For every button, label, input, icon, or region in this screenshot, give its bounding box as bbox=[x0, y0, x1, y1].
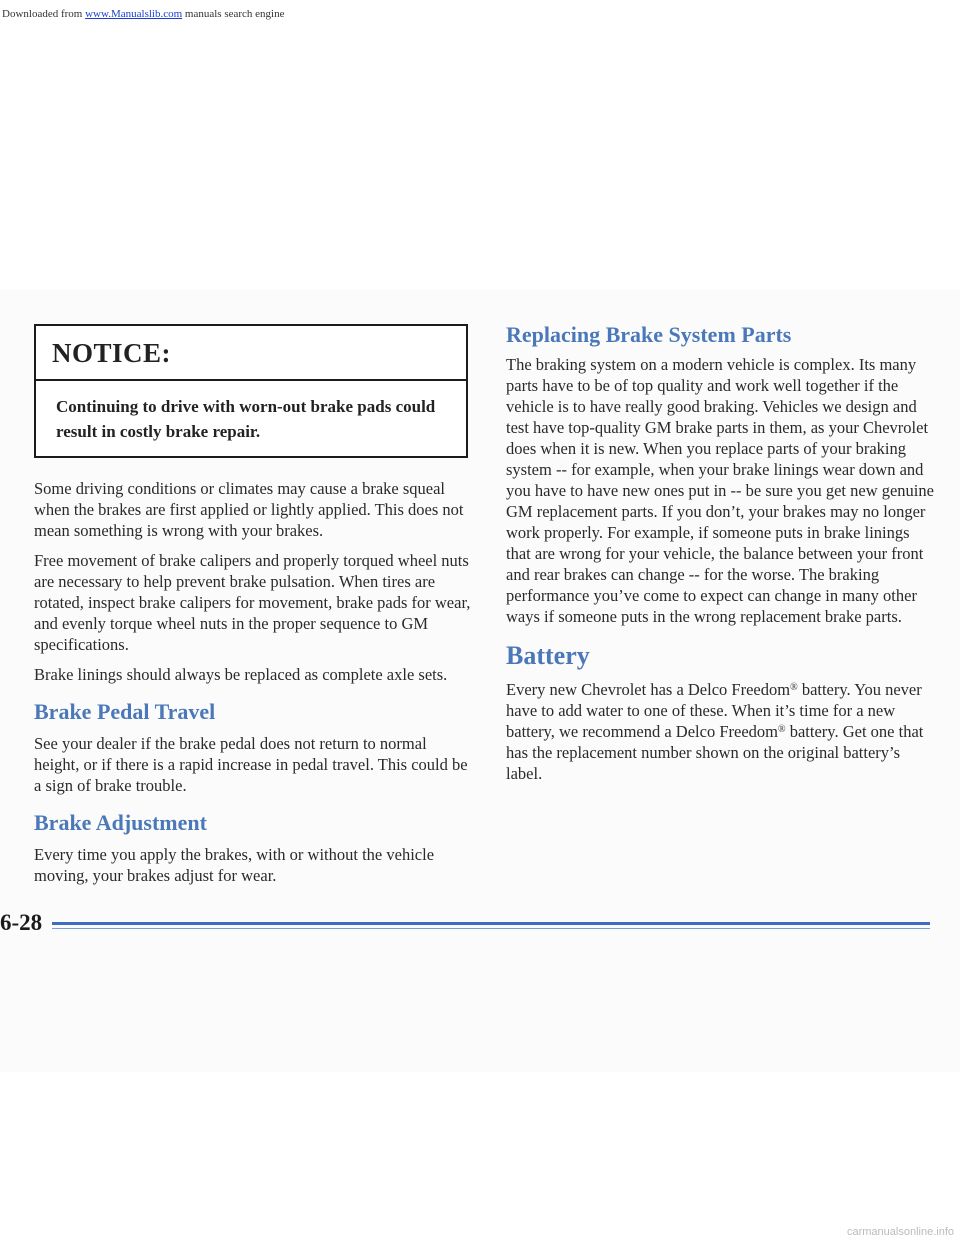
battery-text-2: battery. You never have to add water to one of these. When it’s time for a new battery, we recommend a Delco Freedom bbox=[506, 680, 922, 741]
header-prefix: Downloaded from bbox=[2, 8, 86, 20]
registered-mark: ® bbox=[777, 724, 786, 735]
page-footer bbox=[0, 910, 960, 940]
footer-rule bbox=[52, 922, 930, 925]
notice-box bbox=[34, 324, 468, 458]
battery-text-3: battery. Get one that has the replacement number shown on the original battery’s label. bbox=[506, 722, 924, 783]
paragraph-linings: Brake linings should always be replaced as complete axle sets. bbox=[34, 665, 448, 684]
watermark: carmanualsonline.info bbox=[846, 1226, 954, 1238]
footer-rule-thin bbox=[52, 928, 930, 929]
registered-mark: ® bbox=[790, 682, 798, 693]
notice-title: NOTICE: bbox=[36, 326, 466, 381]
manual-page bbox=[0, 290, 960, 1072]
paragraph-pedal-travel: See your dealer if the brake pedal does not return to normal height, or if there is a rapid increase in pedal travel. This could be a sign of brake trouble. bbox=[34, 734, 468, 795]
notice-text: Continuing to drive with worn-out brake pads could result in costly brake repair. bbox=[56, 397, 436, 441]
right-column bbox=[506, 320, 936, 784]
heading-brake-pedal-travel: Brake Pedal Travel bbox=[34, 699, 216, 724]
battery-text-1: Every new Chevrolet has a Delco Freedom bbox=[506, 680, 791, 699]
paragraph-squeal: Some driving conditions or climates may cause a brake squeal when the brakes are first applied or lightly applied. This does not mean something is wrong with your brakes. bbox=[34, 479, 464, 540]
page-number: 6-28 bbox=[0, 910, 43, 935]
heading-replacing-brake-parts: Replacing Brake System Parts bbox=[506, 322, 792, 347]
left-column bbox=[34, 324, 474, 886]
heading-brake-adjustment: Brake Adjustment bbox=[34, 810, 207, 835]
paragraph-adjustment: Every time you apply the brakes, with or without the vehicle moving, your brakes adjust for wear. bbox=[34, 845, 435, 885]
download-header bbox=[0, 8, 960, 20]
header-suffix: manuals search engine bbox=[182, 8, 285, 20]
heading-battery: Battery bbox=[506, 641, 590, 670]
paragraph-battery bbox=[506, 679, 936, 784]
manualslib-link[interactable]: www.Manualslib.com bbox=[85, 8, 183, 20]
paragraph-replacing-parts: The braking system on a modern vehicle is complex. Its many parts have to be of top quality and work well together if the vehicle is to have really good braking. Vehicles we design and test have top-quality GM brake parts in them, as your Chevrolet does when it is new. When you replace parts of your braking system -- for example, when your brake linings wear down and you have to have new ones put in -- be sure you get new genuine GM replacement parts. If you don’t, your brakes may no longer work properly. For example, if someone puts in brake linings that are wrong for your vehicle, the balance between your front and rear brakes can change -- for the worse. The braking performance you’ve come to expect can change in many other ways if someone puts in the wrong replacement brake parts. bbox=[506, 355, 934, 626]
paragraph-calipers: Free movement of brake calipers and properly torqued wheel nuts are necessary to help prevent brake pulsation. When tires are rotated, inspect brake calipers for movement, brake pads for wear, and evenly torque wheel nuts in the proper sequence to GM specifications. bbox=[34, 551, 471, 654]
